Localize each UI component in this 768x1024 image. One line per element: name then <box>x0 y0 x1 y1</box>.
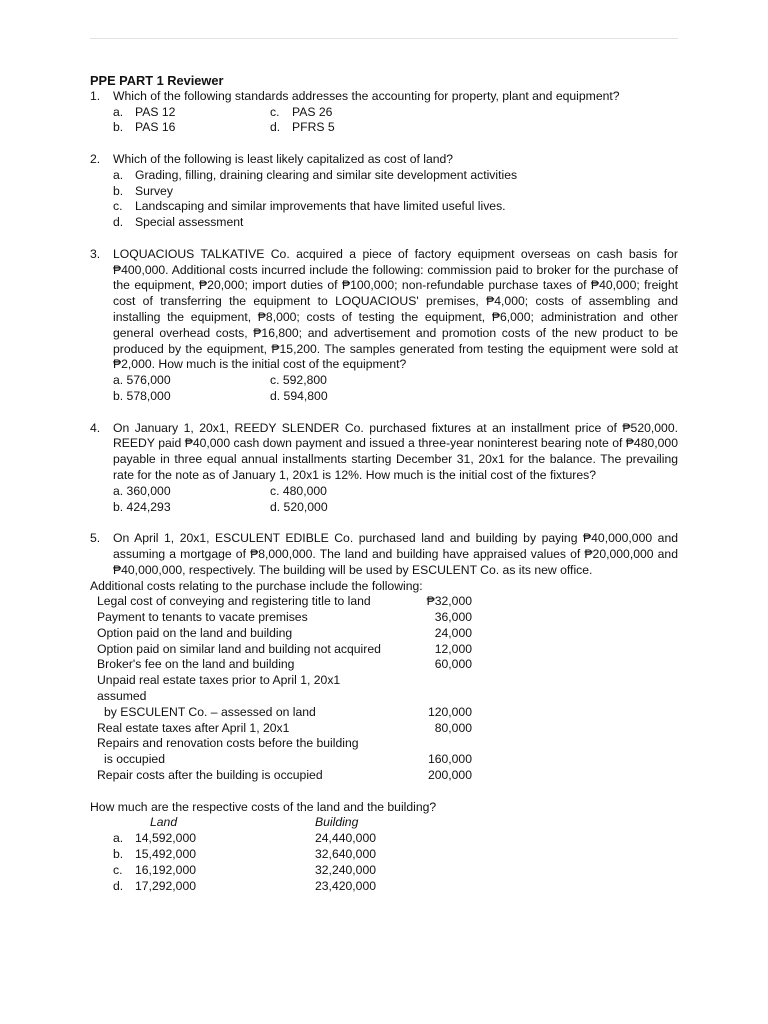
document-body <box>90 73 678 894</box>
answer-row: a. 14,592,000 24,440,000 <box>113 831 376 846</box>
option-d: d. 594,800 <box>270 388 328 403</box>
question-text: Which of the following is least likely capitalized as cost of land? <box>113 151 454 166</box>
question-5 <box>90 531 678 578</box>
question-text: On April 1, 20x1, ESCULENT EDIBLE Co. purchased land and building by paying ₱40,000,000 and assuming a mortgage of ₱8,000,000. The land and building have appraised values of ₱20,000,000 and ₱40,000,000, respectively. The building will be used by ESCULENT Co. as its new office. <box>113 531 678 577</box>
cost-row: Broker's fee on the land and building 60,000 <box>97 657 472 672</box>
question-text: Which of the following standards addresses the accounting for property, plant and equipment? <box>113 88 620 103</box>
question-text: LOQUACIOUS TALKATIVE Co. acquired a piece of factory equipment overseas on cash basis for ₱400,000. Additional costs incurred include the following: commission paid to broker for the purchase of the equipment, ₱20,000; import duties of ₱100,000; non-refundable purchase taxes of ₱40,000; freight cost of transferring the equipment to LOQUACIOUS' premises, ₱4,000; costs of assembling and installing the equipment, ₱8,000; costs of testing the equipment, ₱6,000; administration and other general overhead costs, ₱16,800; and advertisement and promotion costs of the new product to be produced by the equipment, ₱15,200. The samples generated from testing the equipment were sold at ₱2,000. How much is the initial cost of the equipment? <box>113 246 678 372</box>
option-b: b. 578,000 <box>113 388 171 403</box>
additional-costs-table <box>97 594 472 784</box>
question-2 <box>90 152 678 168</box>
question-1-options <box>113 105 678 137</box>
option-d: d. Special assessment <box>113 215 244 230</box>
cost-row: Option paid on similar land and building not acquired 12,000 <box>97 641 472 656</box>
option-a: a. Grading, filling, draining clearing and similar site development activities <box>113 167 518 182</box>
option-d: d. PFRS 5 <box>270 120 335 135</box>
question-4-options <box>113 484 678 516</box>
cost-row: Option paid on the land and building 24,000 <box>97 625 472 640</box>
question-4 <box>90 421 678 484</box>
cost-row: Legal cost of conveying and registering title to land ₱32,000 <box>97 594 472 609</box>
option-c: c. 480,000 <box>270 483 327 498</box>
question-3 <box>90 247 678 373</box>
option-c: c. Landscaping and similar improvements that have limited useful lives. <box>113 199 506 214</box>
answer-row: b. 15,492,000 32,640,000 <box>113 847 376 862</box>
additional-costs-intro: Additional costs relating to the purchase include the following: <box>90 578 423 593</box>
cost-row: Unpaid real estate taxes prior to April 1, 20x1 <box>97 673 341 688</box>
answer-row: d. 17,292,000 23,420,000 <box>113 878 376 893</box>
answer-column-headers <box>150 815 678 831</box>
question-3-options <box>113 373 678 405</box>
question-number: 5. <box>90 531 101 546</box>
option-a: a. PAS 12 <box>113 104 176 119</box>
option-c: c. 592,800 <box>270 373 327 388</box>
question-number: 3. <box>90 246 101 261</box>
option-b: b. 424,293 <box>113 499 171 514</box>
question-number: 2. <box>90 151 101 166</box>
question-number: 4. <box>90 420 101 435</box>
option-c: c. PAS 26 <box>270 104 333 119</box>
column-land: Land <box>150 815 178 830</box>
question-text: On January 1, 20x1, REEDY SLENDER Co. purchased fixtures at an installment price of ₱520,000. REEDY paid ₱40,000 cash down payment and issued a three-year noninterest bearing note of ₱480,000 payable in three equal annual installments starting December 31, 20x1 for the balance. The prevailing rate for the note as of January 1, 20x1 is 12%. How much is the initial cost of the fixtures? <box>113 420 678 482</box>
cost-row: assumed <box>97 689 147 704</box>
question-number: 1. <box>90 88 101 103</box>
cost-row: Repair costs after the building is occupied 200,000 <box>97 768 472 783</box>
question-5-prompt: How much are the respective costs of the land and the building? <box>90 799 437 814</box>
question-1 <box>90 89 678 105</box>
option-a: a. 576,000 <box>113 373 171 388</box>
cost-row: by ESCULENT Co. – assessed on land 120,000 <box>104 704 472 719</box>
option-a: a. 360,000 <box>113 483 171 498</box>
cost-row: Repairs and renovation costs before the building <box>97 736 359 751</box>
cost-row: Real estate taxes after April 1, 20x1 80,000 <box>97 720 472 735</box>
page-title: PPE PART 1 Reviewer <box>90 73 224 88</box>
answer-row: c. 16,192,000 32,240,000 <box>113 862 376 877</box>
option-d: d. 520,000 <box>270 499 328 514</box>
cost-row: Payment to tenants to vacate premises 36,000 <box>97 610 472 625</box>
option-b: b. Survey <box>113 183 173 198</box>
option-b: b. PAS 16 <box>113 120 176 135</box>
header-divider <box>90 38 678 39</box>
column-building: Building <box>315 815 359 830</box>
cost-row: is occupied 160,000 <box>104 752 472 767</box>
